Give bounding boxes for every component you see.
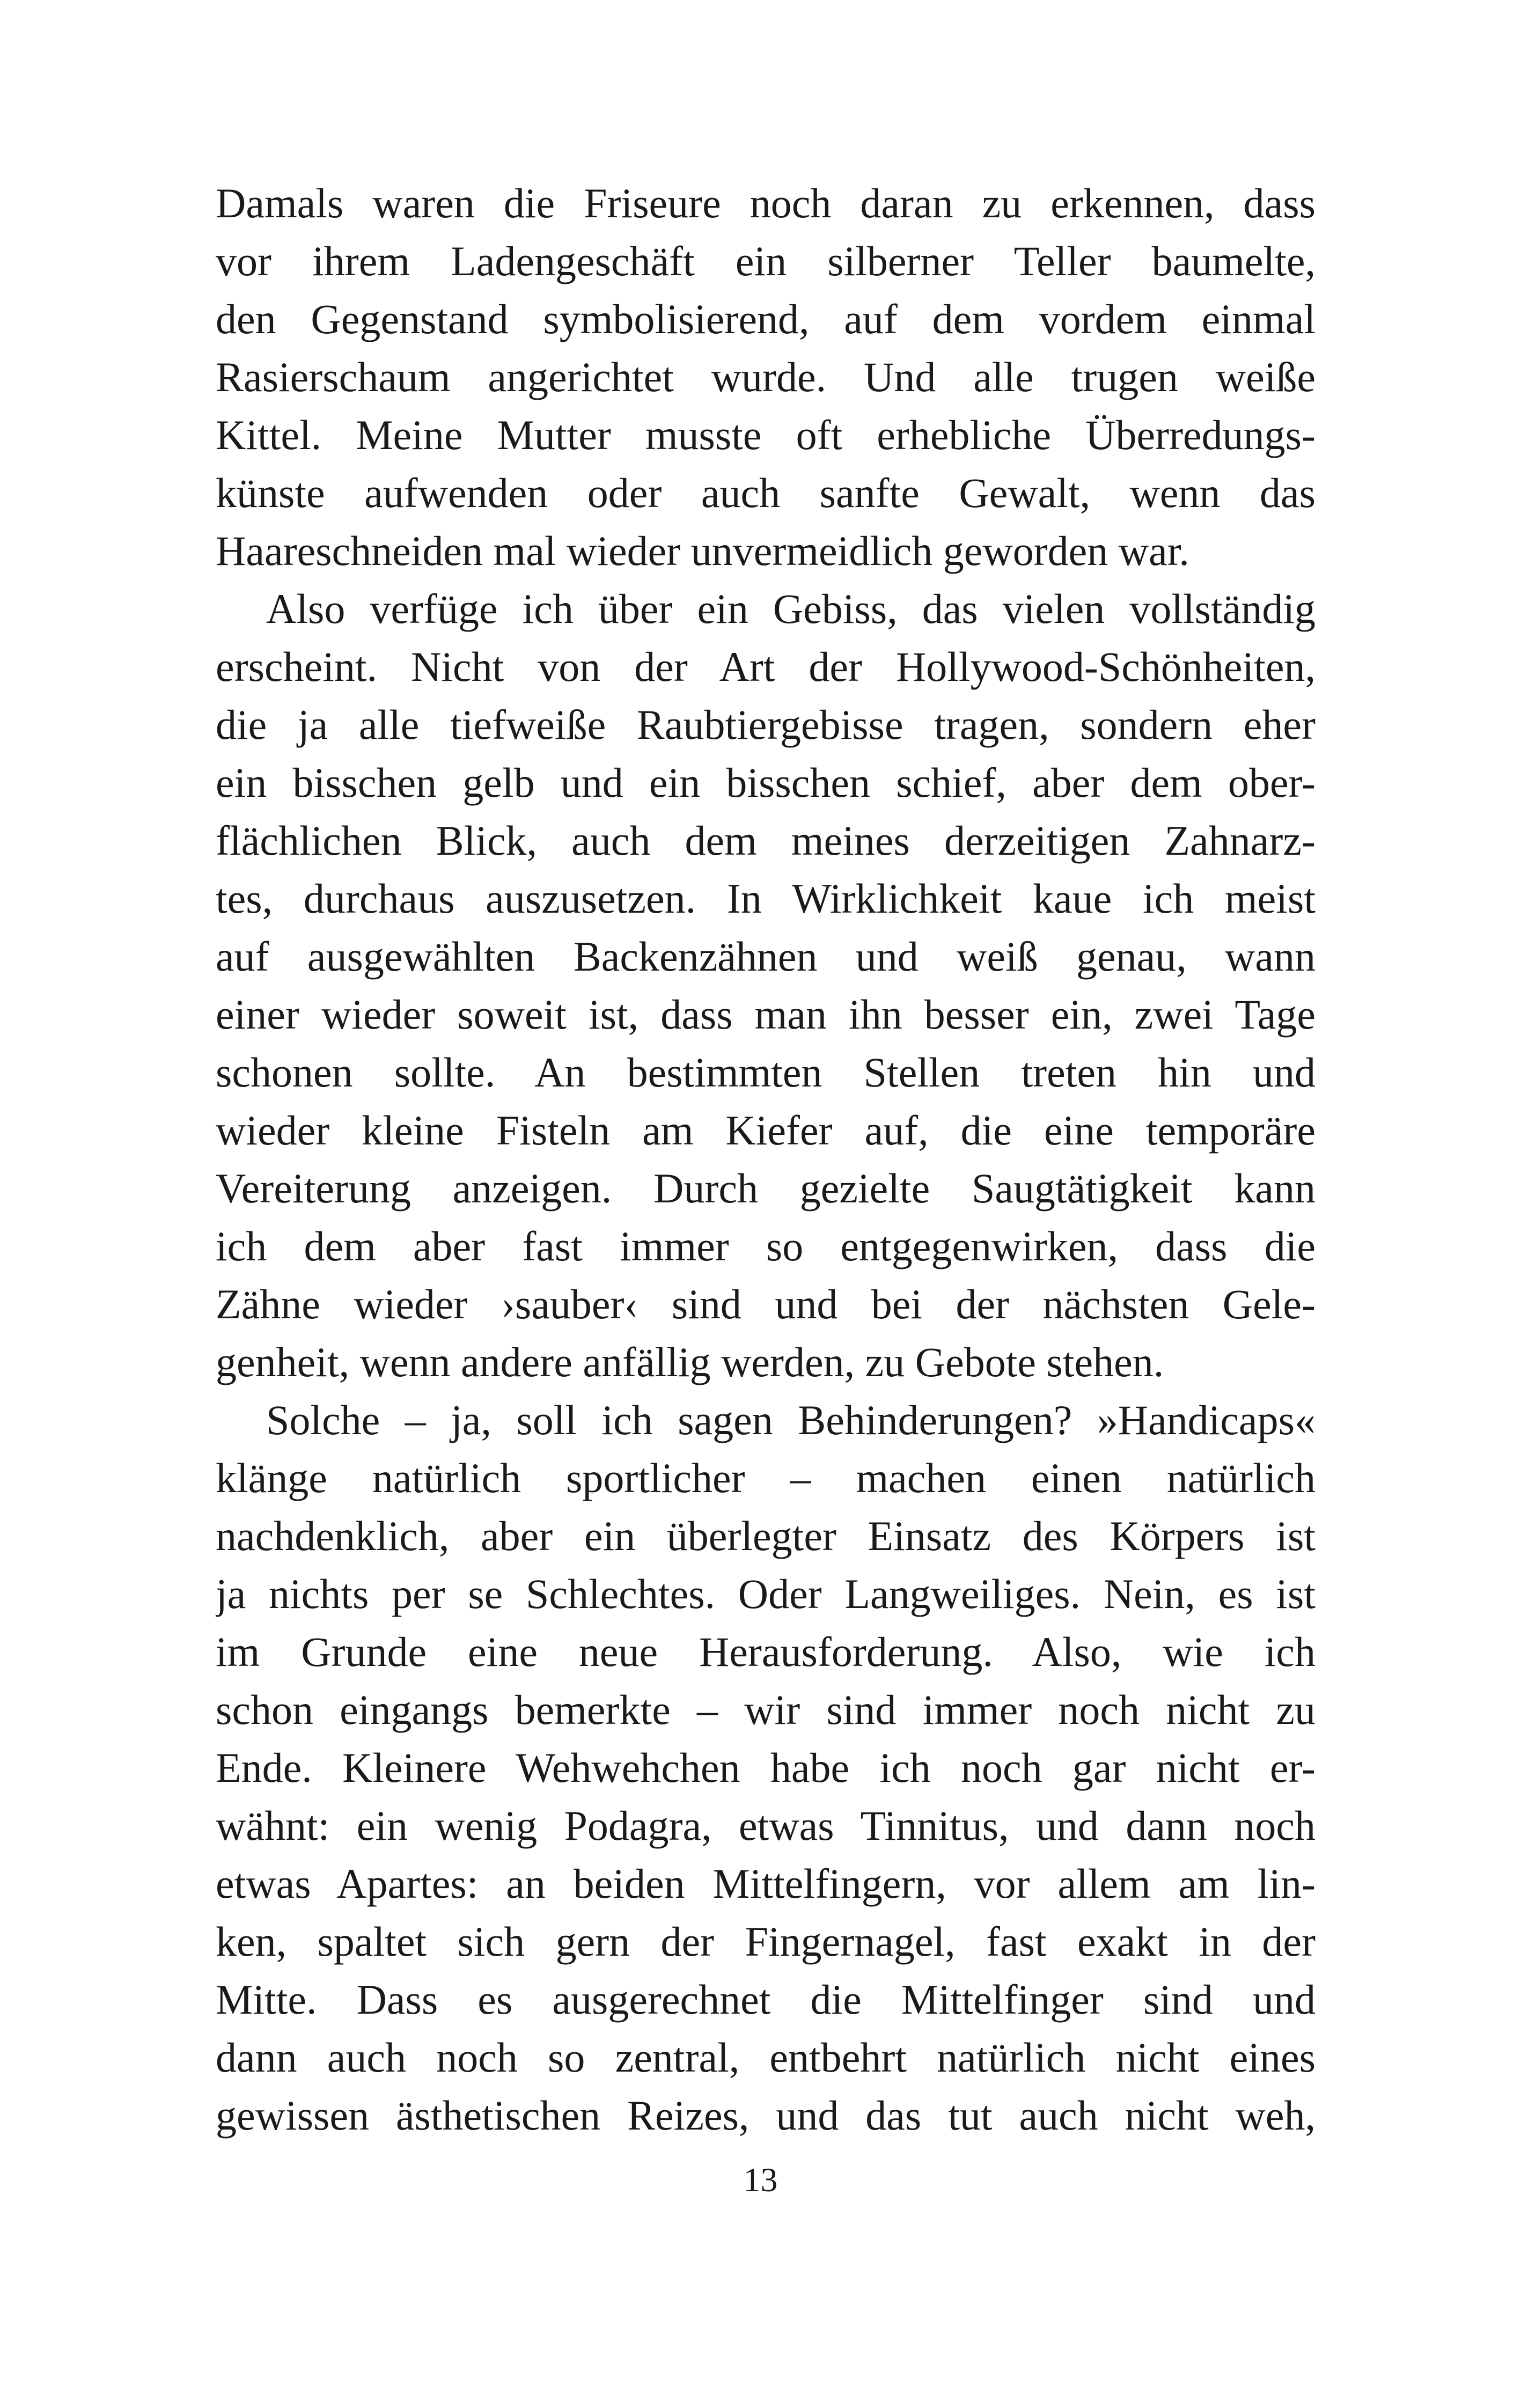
text-line: im Grunde eine neue Herausforderung. Also, wie ich bbox=[216, 1628, 1316, 1675]
text-line: ken, spaltet sich gern der Fingernagel, fast exakt in der bbox=[216, 1918, 1316, 1965]
text-line: vor ihrem Ladengeschäft ein silberner Teller baumelte, bbox=[216, 238, 1316, 284]
body-text bbox=[216, 174, 1316, 2145]
text-line: Rasierschaum angerichtet wurde. Und alle trugen weiße bbox=[216, 354, 1316, 400]
text-line: flächlichen Blick, auch dem meines derzeitigen Zahnarz- bbox=[216, 817, 1316, 864]
text-line: den Gegenstand symbolisierend, auf dem vordem einmal bbox=[216, 296, 1316, 342]
text-line: künste aufwenden oder auch sanfte Gewalt, wenn das bbox=[216, 469, 1316, 516]
text-line: etwas Apartes: an beiden Mittelfingern, vor allem am lin- bbox=[216, 1860, 1316, 1907]
text-line: ich dem aber fast immer so entgegenwirken, dass die bbox=[216, 1223, 1316, 1269]
text-line: tes, durchaus auszusetzen. In Wirklichkeit kaue ich meist bbox=[216, 875, 1316, 922]
text-line: die ja alle tiefweiße Raubtiergebisse tragen, sondern eher bbox=[216, 701, 1316, 748]
text-line: einer wieder soweit ist, dass man ihn besser ein, zwei Tage bbox=[216, 991, 1316, 1038]
text-line: genheit, wenn andere anfällig werden, zu Gebote stehen. bbox=[216, 1339, 1164, 1385]
text-line: Zähne wieder ›sauber‹ sind und bei der nächsten Gele- bbox=[216, 1281, 1316, 1327]
text-line: schon eingangs bemerkte – wir sind immer noch nicht zu bbox=[216, 1686, 1316, 1733]
text-line: schonen sollte. An bestimmten Stellen treten hin und bbox=[216, 1049, 1316, 1096]
text-line: nachdenklich, aber ein überlegter Einsatz des Körpers ist bbox=[216, 1513, 1316, 1559]
text-line: Solche – ja, soll ich sagen Behinderungen? »Handicaps« bbox=[266, 1397, 1316, 1443]
text-line: gewissen ästhetischen Reizes, und das tut auch nicht weh, bbox=[216, 2092, 1316, 2139]
text-line: Ende. Kleinere Wehwehchen habe ich noch gar nicht er- bbox=[216, 1744, 1316, 1791]
text-line: Also verfüge ich über ein Gebiss, das vielen vollständig bbox=[266, 585, 1316, 632]
text-line: Mitte. Dass es ausgerechnet die Mittelfinger sind und bbox=[216, 1976, 1316, 2023]
text-line: Vereiterung anzeigen. Durch gezielte Saugtätigkeit kann bbox=[216, 1165, 1316, 1212]
text-line: klänge natürlich sportlicher – machen einen natürlich bbox=[216, 1455, 1316, 1501]
text-line: Haareschneiden mal wieder unvermeidlich geworden war. bbox=[216, 527, 1189, 574]
text-line: Damals waren die Friseure noch daran zu erkennen, dass bbox=[216, 180, 1316, 226]
text-line: Kittel. Meine Mutter musste oft erhebliche Überredungs- bbox=[216, 412, 1316, 458]
text-line: wieder kleine Fisteln am Kiefer auf, die eine temporäre bbox=[216, 1107, 1316, 1154]
text-line: dann auch noch so zentral, entbehrt natürlich nicht eines bbox=[216, 2034, 1316, 2081]
page-number: 13 bbox=[743, 2161, 778, 2199]
text-line: auf ausgewählten Backenzähnen und weiß genau, wann bbox=[216, 933, 1316, 980]
text-line: ja nichts per se Schlechtes. Oder Langweiliges. Nein, es ist bbox=[216, 1570, 1316, 1617]
text-line: wähnt: ein wenig Podagra, etwas Tinnitus, und dann noch bbox=[216, 1802, 1316, 1849]
text-line: ein bisschen gelb und ein bisschen schief, aber dem ober- bbox=[216, 759, 1316, 806]
text-line: erscheint. Nicht von der Art der Hollywood-Schönheiten, bbox=[216, 643, 1316, 690]
